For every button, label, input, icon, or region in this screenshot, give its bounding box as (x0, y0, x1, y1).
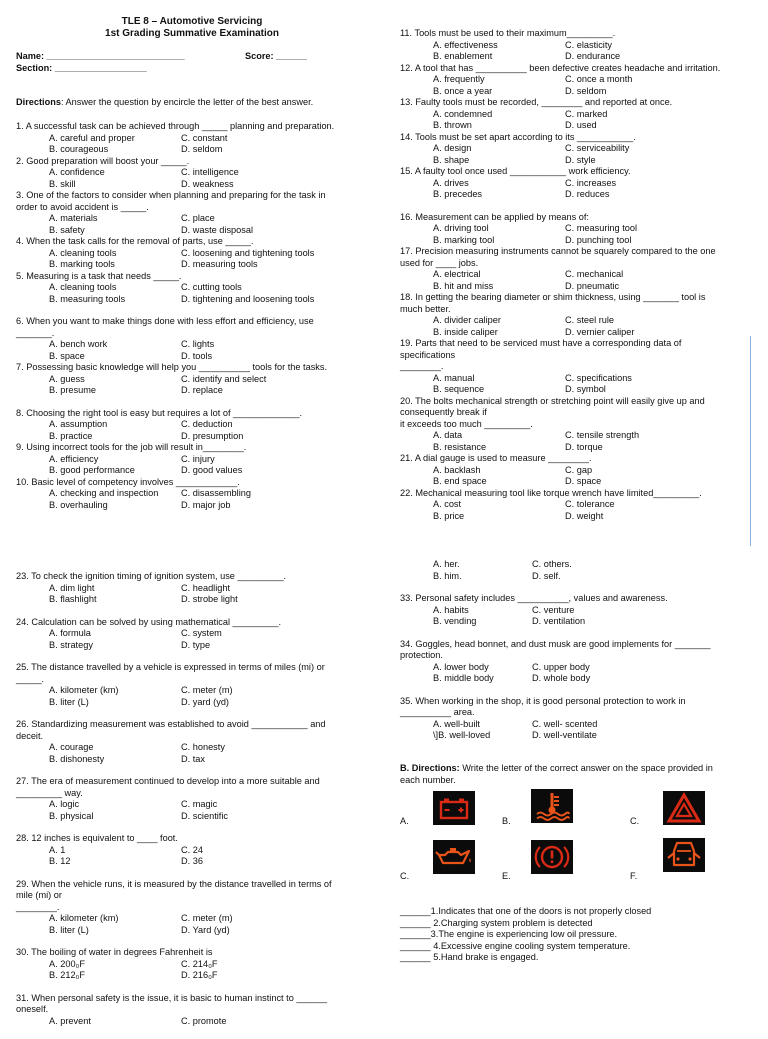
choice-b[interactable]: B. liter (L) (49, 696, 89, 707)
choice-d[interactable]: D. space (565, 476, 602, 486)
question-item (16, 316, 381, 362)
choice-b[interactable]: B. dishonesty (49, 753, 105, 764)
question-stem: 30. The boiling of water in degrees Fahrenheit is (16, 947, 213, 957)
choice-a[interactable]: A. dim light (49, 582, 95, 593)
oil-pressure-icon (433, 840, 475, 874)
question-stem: 7. Possessing basic knowledge will help you __________ tools for the tasks. (16, 362, 328, 372)
icon-letter-b: B. (502, 816, 511, 826)
question-stem: 17. Precision measuring instruments cannot be squarely compared to the one (400, 246, 716, 256)
directions-text: : Answer the question by encircle the letter of the best answer. (60, 97, 314, 107)
coolant-temperature-icon (531, 789, 573, 823)
choice-a[interactable]: A. habits (433, 604, 469, 615)
choice-a[interactable]: A. confidence (49, 167, 105, 177)
choice-d[interactable]: D. major job (181, 499, 231, 510)
choice-c[interactable]: C. marked (565, 108, 608, 119)
choice-a[interactable]: A. effectiveness (433, 39, 498, 50)
choice-c[interactable]: C. upper body (532, 661, 590, 672)
question-item (400, 593, 750, 628)
choice-d[interactable]: D. type (181, 639, 211, 650)
question-stem: 31. When personal safety is the issue, it is basic to human instinct to ______ (16, 992, 328, 1003)
battery-warning-icon (433, 791, 475, 825)
choice-a[interactable]: A. driving tool (433, 223, 489, 233)
choice-b[interactable]: B. enablement (433, 51, 493, 61)
question-item (400, 212, 750, 247)
choice-d[interactable]: D. measuring tools (181, 259, 258, 269)
part-b-items (400, 906, 750, 964)
choice-a[interactable]: A. condemned (433, 108, 493, 119)
question-item (400, 396, 750, 454)
question-stem: _____. (16, 673, 45, 684)
choice-a[interactable]: A. 200₀F (49, 958, 85, 969)
question-item (400, 292, 750, 338)
question-stem: used for ____ jobs. (400, 257, 479, 268)
questions-1-10 (16, 121, 381, 511)
choice-c[interactable]: C. lights (181, 339, 215, 349)
choice-b[interactable]: B. 212₀F (49, 970, 85, 980)
question-stem: ________. (400, 361, 444, 371)
question-item (16, 571, 381, 606)
question-stem: deceit. (16, 730, 44, 741)
question-stem: 13. Faulty tools must be recorded, ________ and reported at once. (400, 97, 673, 107)
icon-letter-f: F. (630, 871, 638, 881)
question-item (16, 121, 381, 156)
choice-c[interactable]: C. others. (532, 559, 572, 569)
choice-d[interactable]: D. symbol (565, 384, 606, 394)
choice-b[interactable]: B. sequence (433, 384, 485, 394)
exam-title: TLE 8 – Automotive Servicing (121, 16, 263, 27)
choice-b[interactable]: B. overhauling (49, 499, 108, 510)
choice-b[interactable]: B. presume (49, 385, 96, 395)
question-item (16, 190, 381, 236)
part-b-label: B. Directions: (400, 763, 460, 773)
choice-d[interactable]: D. reduces (565, 189, 610, 199)
question-stem: 8. Choosing the right tool is easy but requires a lot of _____________. (16, 407, 303, 418)
score-field-label: Score: ______ (245, 51, 307, 61)
icon-letter-e: E. (502, 871, 511, 881)
choice-d[interactable]: D. tightening and loosening tools (181, 293, 315, 304)
hazard-triangle-icon (663, 791, 705, 825)
choice-b[interactable]: B. end space (433, 476, 487, 486)
choice-a[interactable]: A. guess (49, 373, 85, 384)
choice-d[interactable]: D. weight (565, 510, 604, 521)
question-stem: 5. Measuring is a task that needs _____. (16, 270, 182, 281)
choice-a[interactable]: A. backlash (433, 464, 481, 475)
choice-a[interactable]: A. lower body (433, 661, 489, 672)
choice-a[interactable]: A. design (433, 143, 472, 153)
question-stem: 3. One of the factors to consider when planning and preparing for the task in (16, 190, 326, 200)
choice-a[interactable]: A. checking and inspection (49, 488, 159, 498)
question-item (16, 993, 381, 1039)
choice-b[interactable]: B. flashlight (49, 594, 97, 604)
choice-a[interactable]: A. kilometer (km) (49, 685, 119, 695)
question-stem: 22. Mechanical measuring tool like torque wrench have limited_________. (400, 487, 702, 498)
choice-c[interactable]: C. identify and select (181, 373, 267, 384)
choice-b[interactable]: B. marking tool (433, 234, 495, 245)
choice-b[interactable]: B. skill (49, 178, 76, 189)
question-stem: 24. Calculation can be solved by using mathematical _________. (16, 616, 282, 627)
question-stem: ________. (16, 901, 60, 912)
question-stem: 9. Using incorrect tools for the job will result in________. (16, 442, 247, 452)
choice-a[interactable]: A. kilometer (km) (49, 913, 119, 923)
choice-b[interactable]: B. practice (49, 430, 93, 441)
question-item (400, 166, 750, 201)
choice-a[interactable]: A. frequently (433, 74, 485, 84)
question-item (16, 776, 381, 822)
question-stem: 18. In getting the bearing diameter or shim thickness, using _______ tool is (400, 292, 706, 302)
question-stem: 15. A faulty tool once used ___________ work efficiency. (400, 166, 631, 176)
choice-d[interactable]: D. self. (532, 570, 561, 581)
choice-b[interactable]: B. precedes (433, 189, 483, 199)
question-stem: consequently break if (400, 407, 487, 417)
choice-a[interactable]: A. cleaning tools (49, 282, 117, 292)
question-stem: oneself. (16, 1004, 49, 1014)
choice-a[interactable]: A. materials (49, 213, 98, 223)
part-b-item: ______ 5.Hand brake is engaged. (400, 952, 539, 962)
question-item (400, 488, 750, 523)
choice-d[interactable]: D. ventilation (532, 616, 586, 626)
part-b-item: ______3.The engine is experiencing low oil pressure. (400, 929, 618, 939)
choice-a[interactable]: A. courage (49, 742, 94, 752)
choice-c[interactable]: C. meter (m) (181, 685, 233, 695)
choice-d[interactable]: D. torque (565, 441, 603, 452)
choice-b[interactable]: B. physical (49, 810, 94, 821)
choice-c[interactable]: C. deduction (181, 419, 233, 429)
question-item (16, 617, 381, 652)
question-stem: 21. A dial gauge is used to measure ________. (400, 453, 592, 463)
choice-a[interactable]: A. drives (433, 177, 469, 188)
brake-warning-icon (531, 840, 573, 874)
icon-letter-c: C. (630, 816, 640, 826)
choice-c[interactable]: C. injury (181, 453, 215, 464)
question-item (400, 559, 750, 582)
choice-c[interactable]: C. mechanical (565, 269, 624, 279)
choice-d[interactable]: D. seldom (565, 85, 607, 96)
question-stem: 35. When working in the shop, it is good personal protection to work in (400, 695, 686, 706)
part-b-text: Write the letter of the correct answer on the space provided in (459, 763, 713, 773)
question-stem: order to avoid accident is _____. (16, 201, 149, 212)
choice-a[interactable]: A. cost (433, 499, 462, 509)
choice-c[interactable]: C. cutting tools (181, 282, 242, 292)
question-stem: 27. The era of measurement continued to develop into a more suitable and (16, 776, 320, 786)
part-b-text2: each number. (400, 774, 456, 785)
question-item (16, 442, 381, 477)
choice-c[interactable]: C. headlight (181, 582, 231, 593)
choice-b[interactable]: B. middle body (433, 673, 494, 683)
question-item (400, 453, 750, 488)
choice-c[interactable]: C. constant (181, 132, 228, 143)
choice-d[interactable]: D. seldom (181, 144, 223, 154)
choice-d[interactable]: D. style (565, 154, 596, 165)
choice-c[interactable]: C. elasticity (565, 39, 612, 50)
choice-b[interactable]: B. courageous (49, 144, 109, 154)
choice-b[interactable]: B. resistance (433, 441, 487, 452)
choice-b[interactable]: B. once a year (433, 85, 493, 96)
choice-a[interactable]: A. prevent (49, 1015, 91, 1026)
question-item (400, 63, 750, 98)
choice-c[interactable]: C. loosening and tightening tools (181, 247, 315, 258)
choice-a[interactable]: A. data (433, 430, 463, 440)
choice-d[interactable]: D. weakness (181, 178, 234, 189)
question-stem: 10. Basic level of competency involves ____________. (16, 476, 240, 487)
choice-b[interactable]: B. price (433, 510, 465, 521)
choice-b[interactable]: \]B. well-loved (433, 730, 491, 740)
choice-a[interactable]: A. well-built (433, 718, 480, 729)
question-item (400, 132, 750, 167)
choice-a[interactable]: A. logic (49, 799, 80, 809)
choice-a[interactable]: A. her. (433, 559, 460, 569)
choice-d[interactable]: D. endurance (565, 51, 621, 61)
question-stem: 23. To check the ignition timing of ignition system, use _________. (16, 571, 287, 581)
choice-c[interactable]: C. venture (532, 604, 575, 615)
choice-c[interactable]: C. tensile strength (565, 430, 640, 440)
choice-b[interactable]: B. marking tools (49, 259, 115, 269)
choice-a[interactable]: A. formula (49, 628, 91, 638)
question-item (400, 246, 750, 292)
choice-d[interactable]: D. presumption (181, 430, 244, 441)
choice-c[interactable]: C. specifications (565, 372, 632, 383)
question-item (400, 97, 750, 132)
question-stem: 4. When the task calls for the removal of parts, use _____. (16, 236, 254, 246)
choice-c[interactable]: C. system (181, 628, 222, 638)
choice-d[interactable]: D. tools (181, 350, 213, 361)
choice-d[interactable]: D. scientific (181, 810, 228, 821)
question-item (16, 662, 381, 708)
question-stem: 26. Standardizing measurement was established to avoid ___________ and (16, 719, 326, 729)
choice-a[interactable]: A. assumption (49, 419, 108, 429)
margin-line (750, 336, 751, 546)
directions (16, 97, 313, 109)
choice-b[interactable]: B. inside caliper (433, 326, 498, 337)
choice-d[interactable]: D. tax (181, 753, 205, 764)
choice-d[interactable]: D. Yard (yd) (181, 924, 230, 935)
question-stem: 11. Tools must be used to their maximum_________. (400, 28, 616, 38)
question-stem: 29. When the vehicle runs, it is measured by the distance travelled in terms of (16, 878, 332, 889)
question-stem: 2. Good preparation will boost your _____. (16, 155, 190, 166)
choice-c[interactable]: C. disassembling (181, 488, 251, 498)
question-item (16, 362, 381, 397)
choice-c[interactable]: C. 24 (181, 844, 203, 855)
choice-b[interactable]: B. safety (49, 224, 85, 235)
choice-c[interactable]: C. meter (m) (181, 913, 233, 923)
choice-d[interactable]: D. 36 (181, 856, 203, 866)
choice-a[interactable]: A. efficiency (49, 453, 99, 464)
choice-a[interactable]: A. 1 (49, 844, 66, 855)
question-stem: much better. (400, 303, 451, 314)
choice-b[interactable]: B. measuring tools (49, 293, 126, 304)
questions-11-22 (400, 28, 750, 522)
choice-c[interactable]: C. once a month (565, 74, 633, 84)
choice-c[interactable]: C. gap (565, 464, 593, 475)
name-field-label: Name: ___________________________ (16, 51, 185, 61)
part-b-item: ______ 4.Excessive engine cooling system temperature. (400, 940, 631, 951)
choice-b[interactable]: B. liter (L) (49, 924, 89, 935)
question-stem: 1. A successful task can be achieved through _____ planning and preparation. (16, 121, 335, 131)
section-field-label: Section: __________________ (16, 63, 147, 73)
question-stem: 28. 12 inches is equivalent to ____ foot. (16, 833, 178, 843)
choice-c[interactable]: C. place (181, 213, 215, 223)
question-stem: _______. (16, 327, 55, 338)
choice-c[interactable]: C. 214₀F (181, 958, 218, 969)
question-item (16, 477, 381, 512)
question-item (400, 639, 750, 685)
question-item (16, 947, 381, 982)
choice-a[interactable]: A. careful and proper (49, 132, 135, 143)
icon-letter-a: A. (400, 816, 409, 826)
question-item (16, 236, 381, 271)
question-stem: 6. When you want to make things done with less effort and efficiency, use (16, 316, 314, 326)
choice-a[interactable]: A. divider caliper (433, 315, 501, 325)
directions-label: Directions (16, 97, 61, 107)
choice-c[interactable]: C. well- scented (532, 718, 598, 729)
choice-d[interactable]: D. punching tool (565, 234, 632, 245)
choice-c[interactable]: C. steel rule (565, 315, 615, 325)
choice-c[interactable]: C. tolerance (565, 499, 615, 509)
question-stem: 20. The bolts mechanical strength or stretching point will easily give up and (400, 395, 705, 406)
question-stem: mile (mi) or (16, 890, 62, 900)
choice-c[interactable]: C. increases (565, 177, 617, 188)
choice-b[interactable]: B. hit and miss (433, 280, 494, 291)
question-item (16, 271, 381, 306)
question-item (16, 879, 381, 937)
choice-d[interactable]: D. good values (181, 465, 243, 475)
choice-a[interactable]: A. cleaning tools (49, 247, 117, 258)
choice-b[interactable]: B. shape (433, 154, 470, 165)
questions-23-31 (16, 571, 381, 1039)
question-stem: protection. (400, 650, 443, 660)
question-stem: it exceeds too much _________. (400, 418, 533, 429)
exam-subtitle: 1st Grading Summative Examination (105, 28, 279, 39)
part-b-item: ______1.Indicates that one of the doors is not properly closed (400, 906, 652, 916)
question-stem: _________ way. (16, 787, 83, 798)
question-stem: specifications (400, 349, 456, 360)
question-stem: __________ area. (400, 707, 475, 717)
part-b-directions (400, 763, 750, 786)
choice-b[interactable]: B. him. (433, 570, 462, 581)
choice-d[interactable]: D. strobe light (181, 594, 238, 604)
question-item (16, 833, 381, 868)
question-stem: 14. Tools must be set apart according to its ___________. (400, 131, 636, 142)
choice-a[interactable]: A. manual (433, 372, 475, 383)
questions-32-35 (400, 559, 750, 742)
choice-c[interactable]: C. measuring tool (565, 223, 638, 233)
question-stem: 16. Measurement can be applied by means of: (400, 211, 589, 222)
choice-a[interactable]: A. bench work (49, 339, 108, 349)
choice-a[interactable]: A. electrical (433, 269, 481, 279)
choice-d[interactable]: D. pneumatic (565, 280, 620, 291)
choice-c[interactable]: C. intelligence (181, 167, 239, 177)
choice-c[interactable]: C. magic (181, 799, 218, 809)
choice-d[interactable]: D. vernier caliper (565, 326, 635, 337)
question-item (400, 696, 750, 742)
question-stem: 25. The distance travelled by a vehicle is expressed in terms of miles (mi) or (16, 662, 325, 672)
choice-c[interactable]: C. serviceability (565, 143, 630, 153)
choice-b[interactable]: B. vending (433, 616, 477, 626)
part-b-item: ______ 2.Charging system problem is detected (400, 917, 593, 928)
choice-d[interactable]: D. replace (181, 385, 223, 395)
choice-b[interactable]: B. strategy (49, 639, 93, 650)
door-open-icon (663, 838, 705, 872)
choice-b[interactable]: B. thrown (433, 120, 472, 130)
choice-c[interactable]: C. promote (181, 1015, 227, 1026)
question-item (16, 719, 381, 765)
choice-d[interactable]: D. whole body (532, 673, 591, 683)
choice-b[interactable]: B. space (49, 350, 85, 361)
question-item (16, 156, 381, 191)
icon-letter-c2: C. (400, 871, 410, 881)
choice-d[interactable]: D. 216₀F (181, 970, 218, 980)
choice-d[interactable]: D. well-ventilate (532, 730, 597, 740)
question-item (400, 338, 750, 396)
choice-b[interactable]: B. good performance (49, 465, 135, 475)
question-item (16, 408, 381, 443)
choice-b[interactable]: B. 12 (49, 856, 71, 866)
choice-d[interactable]: D. yard (yd) (181, 696, 229, 707)
question-stem: 19. Parts that need to be serviced must have a corresponding data of (400, 338, 682, 348)
question-stem: 12. A tool that has __________ been defective creates headache and irritation. (400, 62, 721, 73)
question-stem: 34. Goggles, head bonnet, and dust musk are good implements for _______ (400, 638, 711, 649)
question-item (400, 28, 750, 63)
choice-c[interactable]: C. honesty (181, 742, 225, 752)
choice-d[interactable]: D. used (565, 120, 597, 130)
choice-d[interactable]: D. waste disposal (181, 224, 254, 235)
question-stem: 33. Personal safety includes __________, values and awareness. (400, 593, 668, 603)
